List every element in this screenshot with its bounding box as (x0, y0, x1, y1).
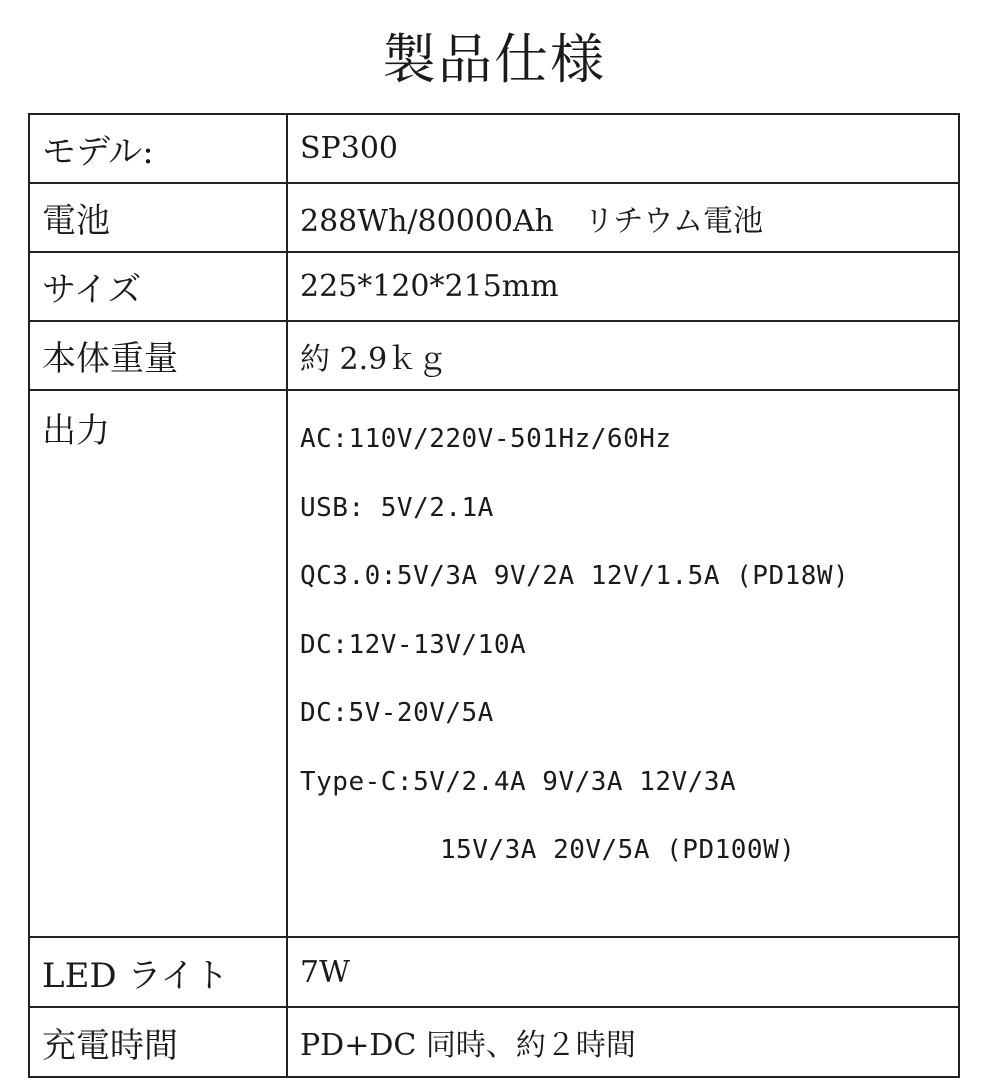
spec-row-model (29, 114, 959, 183)
spec-label-model: モデル: (29, 114, 287, 183)
output-line-qc: QC3.0:5V/3A 9V/2A 12V/1.5A (PD18W) (300, 561, 850, 591)
spec-label-output: 出力 (29, 390, 287, 937)
output-line-usb: USB: 5V/2.1A (300, 492, 494, 523)
spec-label-size: サイズ (29, 252, 287, 321)
spec-value-weight: 約 2.9ｋｇ (287, 321, 959, 390)
page-title: 製品仕様 (382, 28, 606, 91)
spec-label-charge-time: 充電時間 (29, 1007, 287, 1077)
spec-label-weight: 本体重量 (29, 321, 287, 390)
spec-label-led: LED ライト (29, 937, 287, 1007)
spec-value-led: 7W (287, 937, 959, 1007)
spec-value-model: SP300 (287, 114, 959, 183)
output-line-dc-5v: DC:5V-20V/5A (300, 698, 494, 728)
output-line-typec-cont: 15V/3A 20V/5A (PD100W) (440, 835, 796, 865)
spec-value-output (287, 390, 959, 937)
spec-value-size: 225*120*215mm (287, 252, 959, 321)
spec-row-led (29, 937, 959, 1007)
spec-table (28, 113, 960, 1078)
spec-value-battery: 288Wh/80000Ah リチウム電池 (287, 183, 959, 252)
spec-row-weight (29, 321, 959, 390)
spec-value-charge-time: PD+DC 同時、約２時間 (287, 1007, 959, 1077)
spec-row-battery (29, 183, 959, 252)
output-list (300, 391, 958, 885)
output-line-typec: Type-C:5V/2.4A 9V/3A 12V/3A (300, 766, 737, 797)
output-line-ac: AC:110V/220V-501Hz/60Hz (300, 424, 672, 454)
spec-row-size (29, 252, 959, 321)
spec-row-charge-time (29, 1007, 959, 1077)
spec-row-output (29, 390, 959, 937)
spec-label-battery: 電池 (29, 183, 287, 252)
output-line-dc-12v: DC:12V-13V/10A (300, 629, 527, 660)
